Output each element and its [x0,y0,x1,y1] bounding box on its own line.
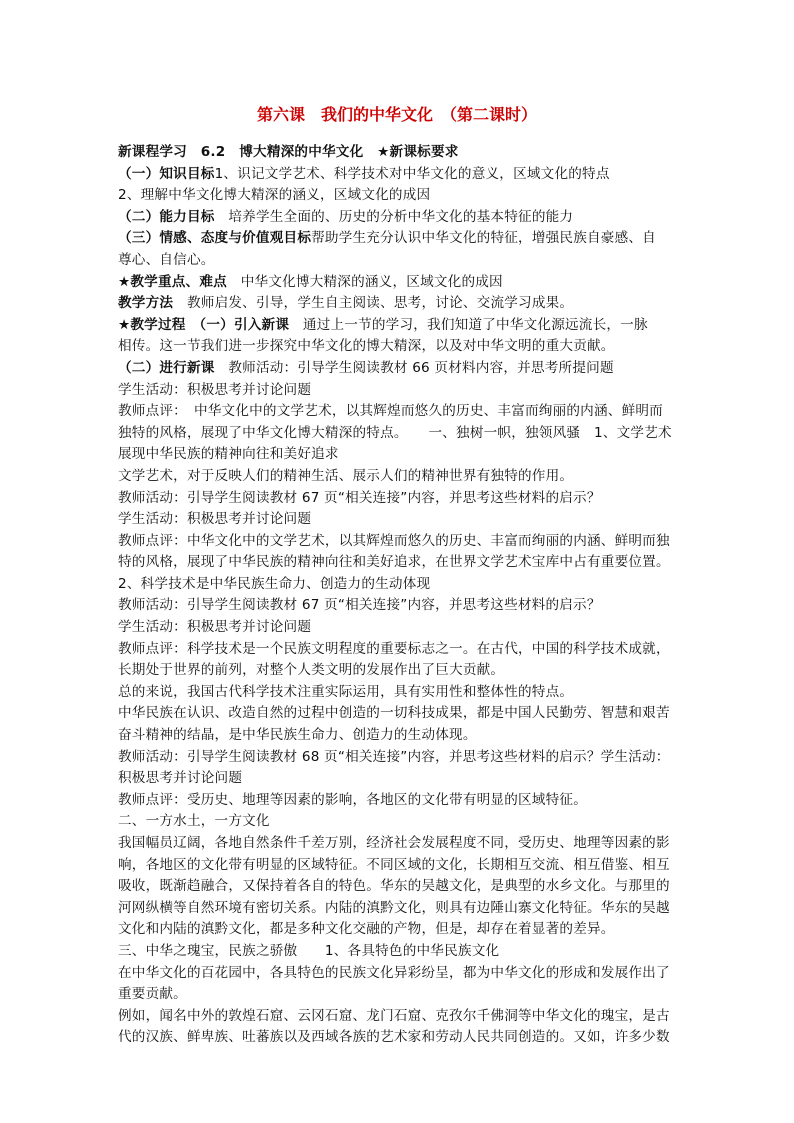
text-line [118,466,676,488]
text-line [118,401,676,423]
text-segment: 在中华文化的百花园中，各具特色的民族文化异彩纷呈，都为中华文化的形成和发展作出了 [118,964,670,981]
text-segment: 教师活动：引导学生阅读教材 67 页“相关连接”内容，并思考这些材料的启示？ [118,489,601,506]
bold-text-segment: （三）情感、态度与价值观目标 [118,230,312,247]
text-line [118,185,676,207]
text-line [118,768,676,790]
bold-text-segment: （二）能力目标 [118,208,215,225]
text-line [118,1006,676,1028]
text-segment: 教师活动：引导学生阅读教材 67 页“相关连接”内容，并思考这些材料的启示？ [118,597,601,614]
text-segment: 文化和内陆的滇黔文化，都是多种文化交融的产物，但是，却存在着显著的差异。 [118,921,615,938]
text-segment: 相传。这一节我们进一步探究中华文化的博大精深，以及对中华文明的重大贡献。 [118,338,615,355]
text-line [118,682,676,704]
text-line [118,617,676,639]
text-segment: 教师活动：引导学生阅读教材 66 页材料内容，并思考所提问题 [214,359,614,376]
text-segment: 教师点评：中华文化中的文学艺术，以其辉煌而悠久的历史、丰富而绚丽的内涵、鲜明而独 [118,532,670,549]
text-segment: 2、理解中华文化博大精深的涵义，区域文化的成因 [118,187,431,204]
text-line [118,358,676,380]
text-segment: 我国幅员辽阔，各地自然条件千差万别，经济社会发展程度不同，受历史、地理等因素的影 [118,835,670,851]
text-line [118,207,676,229]
text-line [118,423,676,445]
text-line [118,552,676,574]
text-segment: 展现中华民族的精神向往和美好追求 [118,446,339,463]
text-line [118,941,676,963]
text-line [118,595,676,617]
text-segment: 教师点评：科学技术是一个民族文明程度的重要标志之一。在古代，中国的科学技术成就， [118,640,670,657]
text-segment: 帮助学生充分认识中华文化的特征，增强民族自豪感、自 [311,230,656,247]
text-segment: 二、一方水土，一方文化 [118,813,270,830]
text-segment: 教师活动：引导学生阅读教材 68 页“相关连接”内容，并思考这些材料的启示？学生活动： [118,748,670,765]
text-segment: 1、识记文学艺术、科学技术对中华文化的意义，区域文化的特点 [214,165,610,182]
text-line [118,272,676,294]
text-segment: 积极思考并讨论问题 [118,770,243,787]
text-line [118,336,676,358]
text-line [118,963,676,985]
text-segment: 三、中华之瑰宝，民族之骄傲 1、各具特色的中华民族文化 [118,942,500,959]
text-segment: 通过上一节的学习，我们知道了中华文化源远流长，一脉 [289,316,648,333]
text-segment: 重要贡献。 [118,986,187,1003]
text-line [118,574,676,596]
text-line [118,811,676,833]
text-segment: 学生活动：积极思考并讨论问题 [118,511,312,528]
text-segment: 总的来说，我国古代科学技术注重实际运用，具有实用性和整体性的特点。 [118,683,574,700]
text-line [118,898,676,920]
text-segment: 代的汉族、鲜卑族、吐蕃族以及西域各族的艺术家和劳动人民共同创造的。又如，许多少数 [118,1029,670,1046]
text-line [118,919,676,941]
text-segment: 中华文化博大精深的涵义，区域文化的成因 [226,273,503,290]
text-line [118,876,676,898]
text-segment: 吸收，既渐趋融合，又保持着各自的特色。华东的吴越文化，是典型的水乡文化。与那里的 [118,878,670,895]
text-line [118,790,676,812]
text-segment: 教师点评： 中华文化中的文学艺术，以其辉煌而悠久的历史、丰富而绚丽的内涵、鲜明而 [118,403,663,420]
document-body [118,142,676,1049]
text-line [118,488,676,510]
text-line [118,142,676,164]
text-segment: 响，各地区的文化带有明显的区域特征。不同区域的文化，长期相互交流、相互借鉴、相互 [118,856,670,873]
text-line [118,660,676,682]
bold-text-segment: ★教学过程 [118,316,186,333]
text-segment: 学生活动：积极思考并讨论问题 [118,619,312,636]
bold-text-segment: （一）引入新课 [199,316,290,333]
text-line [118,855,676,877]
bold-text-segment: 新课程学习 6.2 博大精深的中华文化 ★新课标要求 [118,144,459,160]
text-line [118,509,676,531]
text-segment: 独特的风格，展现了中华文化博大精深的特点。 一、独树一帜，独领风骚 1、文学艺术 [118,424,672,441]
text-line [118,703,676,725]
text-segment: 奋斗精神的结晶，是中华民族生命力、创造力的生动体现。 [118,727,477,744]
document-page [118,104,676,1049]
bold-text-segment: （二）进行新课 [118,359,215,376]
bold-text-segment: 教学方法 [118,295,174,312]
text-line [118,293,676,315]
text-segment: 2、科学技术是中华民族生命力、创造力的生动体现 [118,575,431,592]
text-line [118,984,676,1006]
text-line [118,250,676,272]
bold-text-segment: （一）知识目标 [118,165,215,182]
text-line [118,725,676,747]
text-line [118,1027,676,1049]
text-line [118,833,676,855]
text-line [118,315,676,337]
document-title: 第六课 我们的中华文化 （第二课时） [256,105,537,124]
bold-text-segment: ★教学重点、难点 [118,273,227,290]
text-segment: 河网纵横等自然环境有密切关系。内陆的滇黔文化，则具有边陲山寨文化特征。华东的吴越 [118,899,670,916]
text-line [118,444,676,466]
text-segment [186,317,200,333]
text-line [118,164,676,186]
text-segment: 文学艺术，对于反映人们的精神生活、展示人们的精神世界有独特的作用。 [118,467,574,484]
text-segment: 中华民族在认识、改造自然的过程中创造的一切科技成果，都是中国人民勤劳、智慧和艰苦 [118,705,670,722]
text-line [118,747,676,769]
text-segment: 教师点评：受历史、地理等因素的影响，各地区的文化带有明显的区域特征。 [118,791,587,808]
text-segment: 学生活动：积极思考并讨论问题 [118,381,312,398]
text-line [118,531,676,553]
text-segment: 培养学生全面的、历史的分析中华文化的基本特征的能力 [214,208,574,225]
text-segment: 特的风格，展现了中华民族的精神向往和美好追求，在世界文学艺术宝库中占有重要位置。 [118,554,670,571]
text-line [118,380,676,402]
text-segment: 例如，闻名中外的敦煌石窟、云冈石窟、龙门石窟、克孜尔千佛洞等中华文化的瑰宝，是古 [118,1007,670,1024]
text-segment: 尊心、自信心。 [118,251,215,268]
text-line [118,639,676,661]
text-line [118,228,676,250]
text-segment: 教师启发、引导，学生自主阅读、思考，讨论、交流学习成果。 [173,295,574,312]
text-segment: 长期处于世界的前列，对整个人类文明的发展作出了巨大贡献。 [118,662,505,679]
